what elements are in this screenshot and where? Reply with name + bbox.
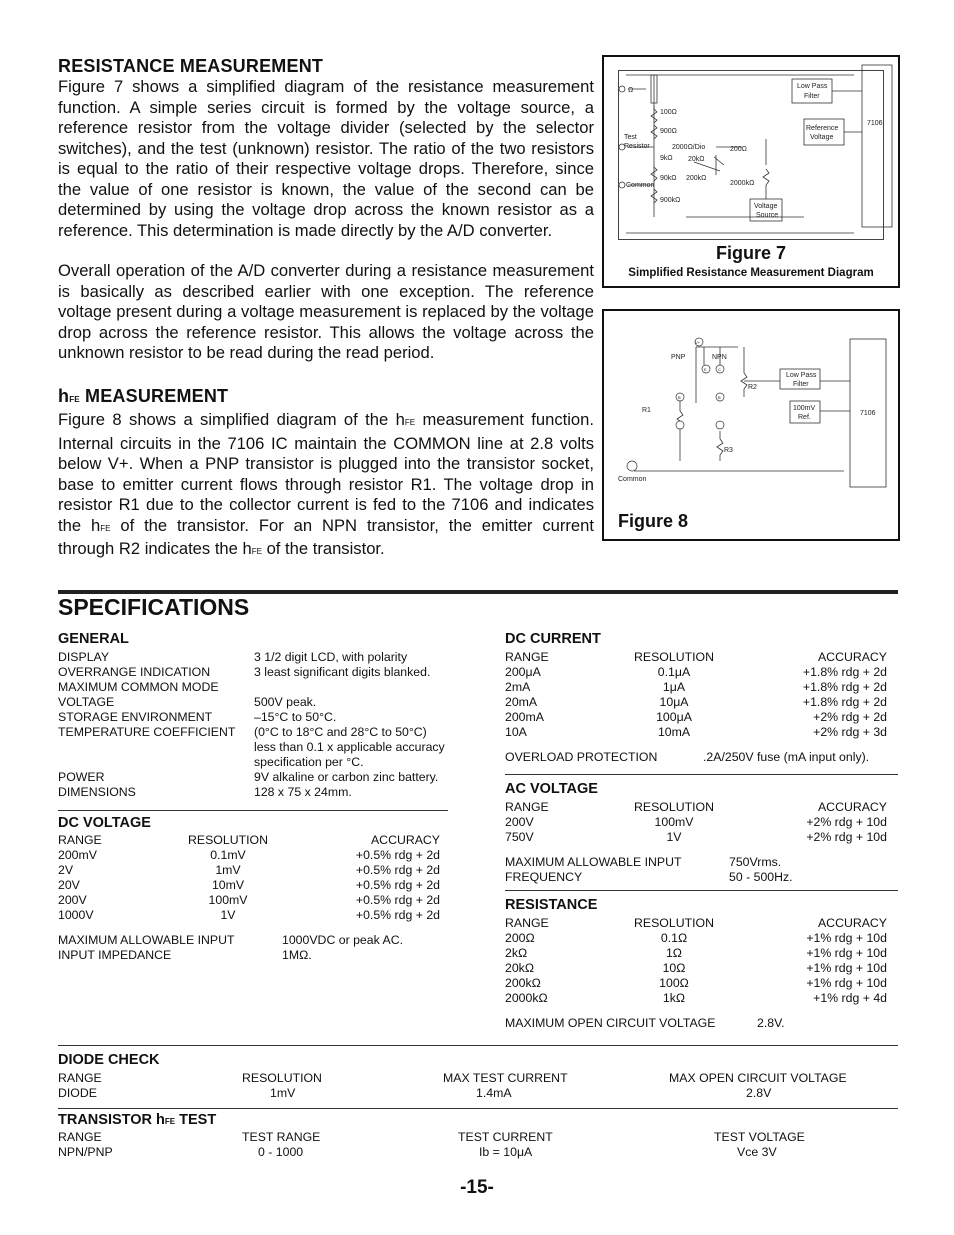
resistance-range: 2000kΩ (505, 991, 548, 1005)
figure-7-caption: Simplified Resistance Measurement Diagram (628, 267, 874, 279)
general-value: 9V alkaline or carbon zinc battery. (254, 770, 439, 784)
transistor-test-voltage: Vce 3V (737, 1145, 777, 1159)
ac_voltage-accuracy: +2% rdg + 10d (806, 830, 887, 844)
ac_voltage-accuracy: +2% rdg + 10d (806, 815, 887, 829)
resistance-accuracy: +1% rdg + 10d (806, 976, 887, 990)
diode-col-range: RANGE (58, 1071, 102, 1085)
fig8-pin-b2: B (718, 395, 721, 400)
fig7-r20k: 20kΩ (688, 156, 705, 163)
diode-max-open-voltage: 2.8V (746, 1086, 772, 1100)
fig8-pin-e: E (704, 367, 707, 372)
resistance-accuracy: +1% rdg + 10d (806, 931, 887, 945)
hfe-paragraph (58, 410, 594, 563)
fig7-r200: 200Ω (730, 146, 747, 153)
dc_voltage-range: 20V (58, 878, 80, 892)
general-value: 3 1/2 digit LCD, with polarity (254, 650, 408, 664)
dc_current-range: 200mA (505, 710, 544, 724)
hfe-paragraph-part-a: Figure 8 shows a simplified diagram of the h (58, 410, 405, 429)
dc_current-col-resolution: RESOLUTION (634, 650, 714, 664)
hfe-heading-h: h (58, 386, 70, 406)
fig8-r2: R2 (748, 384, 757, 391)
transistor-range: NPN/PNP (58, 1145, 113, 1159)
general-label: TEMPERATURE COEFFICIENT (58, 725, 236, 739)
hfe-heading (58, 386, 594, 407)
figure-7 (602, 55, 900, 288)
fig8-common: Common (618, 476, 647, 483)
ac-voltage-table (505, 800, 898, 890)
resistance-paragraph-1: Figure 7 shows a simplified diagram of the resistance measurement function. A simple series circuit is formed by the voltage source, a reference resistor from the voltage divider (selected by the selector switches), and the test (unknown) resistor. The ratio of the two resistors is equal to the ratio of their respective voltage drops. Therefore, since the value of one resistor is known, the value of the second can be determined by using the voltage drop across the known resistor as a reference. This determination is made directly by the A/D converter. (58, 77, 594, 240)
transistor-heading-fe: FE (164, 1117, 176, 1126)
dc_voltage-accuracy: +0.5% rdg + 2d (355, 878, 440, 892)
fig8-lpf-2: Filter (793, 381, 809, 388)
transistor-heading (58, 1112, 216, 1128)
ac_voltage-extra-label: FREQUENCY (505, 870, 583, 884)
fig8-ref-1: 100mV (793, 405, 816, 412)
resistance-resolution: 0.1Ω (660, 931, 688, 945)
dc_current-resolution: 10μA (659, 695, 689, 709)
transistor-col-test-current: TEST CURRENT (458, 1130, 553, 1144)
transistor-test-range: 0 - 1000 (258, 1145, 304, 1159)
dc_voltage-resolution: 0.1mV (210, 848, 246, 862)
dc_voltage-extra-label: MAXIMUM ALLOWABLE INPUT (58, 933, 235, 947)
hfe-heading-fe: FE (69, 395, 80, 404)
fig7-r90k: 90kΩ (660, 175, 677, 182)
resistance-accuracy: +1% rdg + 4d (813, 991, 887, 1005)
ac_voltage-extra-value: 750Vrms. (729, 855, 782, 869)
dc_current-accuracy: +2% rdg + 2d (813, 710, 887, 724)
dc_voltage-resolution: 100mV (208, 893, 248, 907)
fig7-r9k: 9kΩ (660, 155, 673, 162)
diode-col-max-open-voltage: MAX OPEN CIRCUIT VOLTAGE (669, 1071, 847, 1085)
hfe-heading-rest: MEASUREMENT (79, 386, 229, 406)
general-label: DISPLAY (58, 650, 110, 664)
fig8-r1: R1 (642, 407, 651, 414)
diode-col-max-test-current: MAX TEST CURRENT (443, 1071, 568, 1085)
figure-7-title: Figure 7 (715, 243, 786, 263)
dc_current-range: 2mA (505, 680, 531, 694)
hfe-sub-3: FE (251, 547, 262, 556)
ac_voltage-extra-value: 50 - 500Hz. (729, 870, 793, 884)
dc_voltage-extra-label: INPUT IMPEDANCE (58, 948, 172, 962)
dc_voltage-col-range: RANGE (58, 833, 102, 847)
dc_voltage-extra-value: 1MΩ. (282, 948, 312, 962)
transistor-col-test-voltage: TEST VOLTAGE (714, 1130, 805, 1144)
dc_voltage-range: 1000V (58, 908, 94, 922)
ac_voltage-col-resolution: RESOLUTION (634, 800, 714, 814)
hfe-paragraph-part-c: of the transistor. For an NPN transistor, the emitter current through R2 indicates the h (58, 515, 594, 558)
diode-range: DIODE (58, 1086, 97, 1100)
ac-voltage-rule (505, 890, 898, 891)
general-value: specification per °C. (254, 755, 364, 769)
general-value: (0°C to 18°C and 28°C to 50°C) (254, 725, 427, 739)
fig7-vs-2: Source (756, 212, 779, 219)
dc-voltage-table (58, 833, 448, 968)
general-value: less than 0.1 x applicable accuracy (254, 740, 445, 754)
dc-current-table (505, 650, 898, 770)
dc_voltage-accuracy: +0.5% rdg + 2d (355, 893, 440, 907)
resistance-spec-heading: RESISTANCE (505, 897, 598, 913)
dc_voltage-resolution: 1V (220, 908, 236, 922)
dc_current-range: 20mA (505, 695, 538, 709)
fig7-r2000dio: 2000Ω/Dio (672, 144, 706, 151)
figure-8 (602, 309, 900, 541)
ac_voltage-range: 200V (505, 815, 534, 829)
fig7-lpf-2: Filter (804, 93, 820, 100)
dc_current-range: 10A (505, 725, 527, 739)
dc-current-rule (505, 774, 898, 775)
dc_current-accuracy: +2% rdg + 3d (813, 725, 887, 739)
dc_voltage-range: 200V (58, 893, 87, 907)
hfe-sub-1: FE (404, 418, 416, 427)
diode-heading: DIODE CHECK (58, 1052, 160, 1068)
ac_voltage-resolution: 100mV (654, 815, 694, 829)
resistance-col-accuracy: ACCURACY (817, 916, 887, 930)
resistance-range: 200kΩ (505, 976, 541, 990)
fig7-ref-1: Reference (806, 125, 839, 132)
diode-max-test-current: 1.4mA (476, 1086, 512, 1100)
fig8-pin-b1: B (678, 395, 681, 400)
fig8-npn: NPN (712, 354, 727, 361)
general-rule (58, 810, 448, 811)
resistance-resolution: 1Ω (665, 946, 683, 960)
fig7-r900: 900Ω (660, 128, 677, 135)
transistor-col-test-range: TEST RANGE (242, 1130, 321, 1144)
figure-8-title: Figure 8 (618, 511, 689, 531)
general-heading: GENERAL (58, 631, 129, 647)
fig8-vplus: V+ (695, 340, 701, 345)
dc_current-resolution: 10mA (657, 725, 691, 739)
fig8-lpf-1: Low Pass (786, 372, 817, 379)
transistor-table (58, 1130, 898, 1160)
dc-current-heading: DC CURRENT (505, 631, 601, 647)
fig7-common-label: Common (626, 182, 655, 189)
general-value: 128 x 75 x 24mm. (254, 785, 352, 799)
dc_voltage-accuracy: +0.5% rdg + 2d (355, 848, 440, 862)
resistance-resolution: 100Ω (659, 976, 689, 990)
hfe-paragraph-part-d: of the transistor. (261, 539, 385, 558)
dc_voltage-accuracy: +0.5% rdg + 2d (355, 863, 440, 877)
general-label: MAXIMUM COMMON MODE (58, 680, 219, 694)
resistance-heading: RESISTANCE MEASUREMENT (58, 56, 324, 76)
resistance-extra-value: 2.8V. (757, 1016, 785, 1030)
dc_voltage-resolution: 1mV (215, 863, 241, 877)
dc_current-col-range: RANGE (505, 650, 549, 664)
fig7-r200k: 200kΩ (686, 175, 707, 182)
dc_current-col-accuracy: ACCURACY (817, 650, 887, 664)
general-value: 500V peak. (254, 695, 317, 709)
general-label: DIMENSIONS (58, 785, 136, 799)
resistance-extra-label: MAXIMUM OPEN CIRCUIT VOLTAGE (505, 1016, 716, 1030)
general-label: VOLTAGE (58, 695, 115, 709)
dc_current-extra-value: .2A/250V fuse (mA input only). (703, 750, 870, 764)
diode-col-resolution: RESOLUTION (242, 1071, 322, 1085)
figure-8-circuit (604, 311, 898, 539)
fig8-ic: 7106 (860, 410, 876, 417)
fig7-test-label: Test (624, 134, 637, 141)
fig7-r100: 100Ω (660, 109, 677, 116)
resistance-range: 200Ω (505, 931, 535, 945)
resistance-resolution: 1kΩ (662, 991, 686, 1005)
transistor-heading-b: TEST (175, 1112, 217, 1128)
dc_current-resolution: 1μA (662, 680, 686, 694)
specs-title: SPECIFICATIONS (58, 594, 250, 620)
dc_voltage-col-accuracy: ACCURACY (370, 833, 440, 847)
dc-voltage-heading: DC VOLTAGE (58, 815, 151, 831)
resistance-accuracy: +1% rdg + 10d (806, 946, 887, 960)
fig7-omega-label: Ω (628, 87, 634, 94)
transistor-col-range: RANGE (58, 1130, 102, 1144)
transistor-test-current: Ib = 10μA (479, 1145, 533, 1159)
fig7-lpf-1: Low Pass (797, 83, 828, 90)
fig7-resistor-label: Resistor (624, 143, 650, 150)
general-label: POWER (58, 770, 105, 784)
general-label: OVERRANGE INDICATION (58, 665, 211, 679)
dc_current-accuracy: +1.8% rdg + 2d (802, 680, 887, 694)
resistance-section (58, 56, 594, 364)
fig7-r2000k: 2000kΩ (730, 180, 755, 187)
transistor-heading-a: TRANSISTOR h (58, 1112, 165, 1128)
hfe-paragraph-part-b: measurement function. Internal circuits in the 7106 IC maintain the COMMON line at 2.8 volts below V+. When a PNP transistor is plugged into the transistor socket, base to emitter current flows through resistor R1. The voltage drop in resistor R1 due to the collector current is fed to the 7106 and indicates the h (58, 410, 595, 535)
resistance-paragraph-2: Overall operation of the A/D converter during a resistance measurement is basically as described earlier with one exception. The reference voltage present during a voltage measurement is replaced by the voltage drop across the reference resistor. This allows the voltage across the unknown resistor to be read during the read period. (58, 261, 594, 362)
dc_current-resolution: 0.1μA (657, 665, 691, 679)
ac_voltage-col-accuracy: ACCURACY (817, 800, 887, 814)
ac_voltage-range: 750V (505, 830, 534, 844)
dc_current-range: 200μA (505, 665, 541, 679)
dc_current-accuracy: +1.8% rdg + 2d (802, 695, 887, 709)
page-number: -15- (460, 1177, 494, 1198)
resistance-range: 20kΩ (505, 961, 535, 975)
diode-resolution: 1mV (270, 1086, 296, 1100)
dc_voltage-resolution: 10mV (211, 878, 245, 892)
dc_voltage-range: 200mV (58, 848, 97, 862)
fig8-pnp: PNP (671, 354, 686, 361)
lower-rule-1 (58, 1045, 898, 1046)
general-value: –15°C to 50°C. (254, 710, 337, 724)
general-table (58, 650, 458, 800)
dc_voltage-col-resolution: RESOLUTION (188, 833, 268, 847)
fig7-ic: 7106 (867, 120, 883, 127)
fig7-vs-1: Voltage (754, 203, 778, 210)
resistance-col-resolution: RESOLUTION (634, 916, 714, 930)
dc_current-resolution: 100μA (656, 710, 692, 724)
dc_current-accuracy: +1.8% rdg + 2d (802, 665, 887, 679)
fig8-pin-c: C (718, 367, 721, 372)
dc_voltage-extra-value: 1000VDC or peak AC. (282, 933, 403, 947)
ac-voltage-heading: AC VOLTAGE (505, 781, 598, 797)
fig8-r3: R3 (724, 447, 733, 454)
fig7-r900k: 900kΩ (660, 197, 681, 204)
lower-rule-2 (58, 1108, 898, 1109)
resistance-table (505, 916, 898, 1036)
resistance-col-range: RANGE (505, 916, 549, 930)
hfe-sub-2: FE (100, 523, 111, 533)
dc_voltage-range: 2V (58, 863, 74, 877)
ac_voltage-extra-label: MAXIMUM ALLOWABLE INPUT (505, 855, 682, 869)
fig7-ref-2: Voltage (810, 134, 834, 141)
ac_voltage-col-range: RANGE (505, 800, 549, 814)
resistance-resolution: 10Ω (662, 961, 686, 975)
general-label: STORAGE ENVIRONMENT (58, 710, 213, 724)
dc_voltage-accuracy: +0.5% rdg + 2d (355, 908, 440, 922)
ac_voltage-resolution: 1V (666, 830, 682, 844)
fig8-ref-2: Ref. (798, 414, 811, 421)
hfe-section (58, 386, 594, 563)
resistance-range: 2kΩ (505, 946, 528, 960)
resistance-accuracy: +1% rdg + 10d (806, 961, 887, 975)
dc_current-extra-label: OVERLOAD PROTECTION (505, 750, 658, 764)
general-value: 3 least significant digits blanked. (254, 665, 431, 679)
diode-table (58, 1071, 898, 1101)
